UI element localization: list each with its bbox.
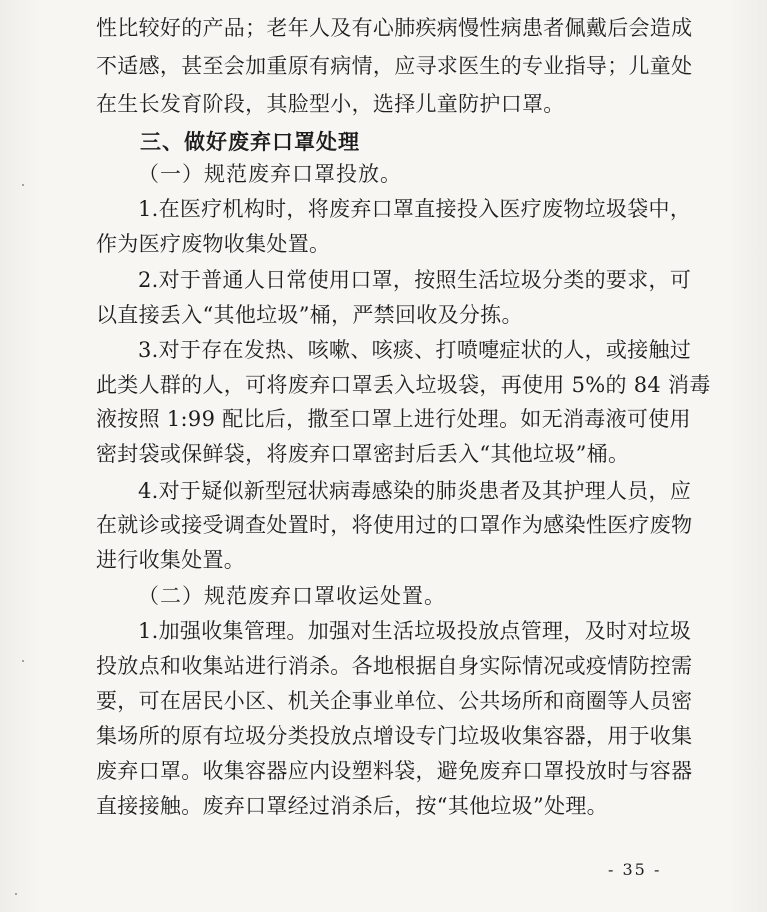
- scan-speck: [15, 893, 17, 895]
- text-line: 在生长发育阶段，其脸型小，选择儿童防护口罩。: [96, 92, 565, 116]
- text-line: 以直接丢入“其他垃圾”桶，严禁回收及分拣。: [96, 303, 523, 327]
- text-line: 3.对于存在发热、咳嗽、咳痰、打喷嚏症状的人，或接触过: [138, 338, 692, 362]
- text-line: 密封袋或保鲜袋，将废弃口罩密封后丢入“其他垃圾”桶。: [96, 442, 630, 466]
- text-line: 集场所的原有垃圾分类投放点增设专门垃圾收集容器，用于收集: [96, 724, 693, 748]
- subsection-heading: （二）规范废弃口罩收运处置。: [138, 584, 446, 608]
- text-line: 要，可在居民小区、机关企事业单位、公共场所和商圈等人员密: [96, 689, 693, 713]
- text-line: 在就诊或接受调查处置时，将使用过的口罩作为感染性医疗废物: [96, 513, 693, 537]
- text-line: 进行收集处置。: [96, 548, 246, 572]
- section-heading: 三、做好废弃口罩处理: [140, 130, 360, 154]
- text-line: 此类人群的人，可将废弃口罩丢入垃圾袋，再使用 5%的 84 消毒: [96, 373, 711, 397]
- text-line: 4.对于疑似新型冠状病毒感染的肺炎患者及其护理人员，应: [138, 479, 692, 503]
- page-number: - 35 -: [608, 860, 662, 879]
- text-line: 投放点和收集站进行消杀。各地根据自身实际情况或疫情防控需: [96, 654, 693, 678]
- text-line: 作为医疗废物收集处置。: [96, 232, 331, 256]
- text-line: 2.对于普通人日常使用口罩，按照生活垃圾分类的要求，可: [138, 268, 692, 292]
- scan-speck: [22, 184, 24, 186]
- subsection-heading: （一）规范废弃口罩投放。: [138, 162, 402, 186]
- scan-speck: [22, 660, 24, 662]
- text-line: 性比较好的产品；老年人及有心肺疾病慢性病患者佩戴后会造成: [96, 16, 693, 40]
- text-line: 1.在医疗机构时，将废弃口罩直接投入医疗废物垃圾袋中，: [138, 197, 692, 221]
- text-line: 液按照 1:99 配比后，撒至口罩上进行处理。如无消毒液可使用: [96, 407, 691, 431]
- text-line: 1.加强收集管理。加强对生活垃圾投放点管理，及时对垃圾: [138, 619, 692, 643]
- text-line: 不适感，甚至会加重原有病情，应寻求医生的专业指导；儿童处: [96, 54, 693, 78]
- text-line: 直接接触。废弃口罩经过消杀后，按“其他垃圾”处理。: [96, 794, 608, 818]
- text-line: 废弃口罩。收集容器应内设塑料袋，避免废弃口罩投放时与容器: [96, 759, 693, 783]
